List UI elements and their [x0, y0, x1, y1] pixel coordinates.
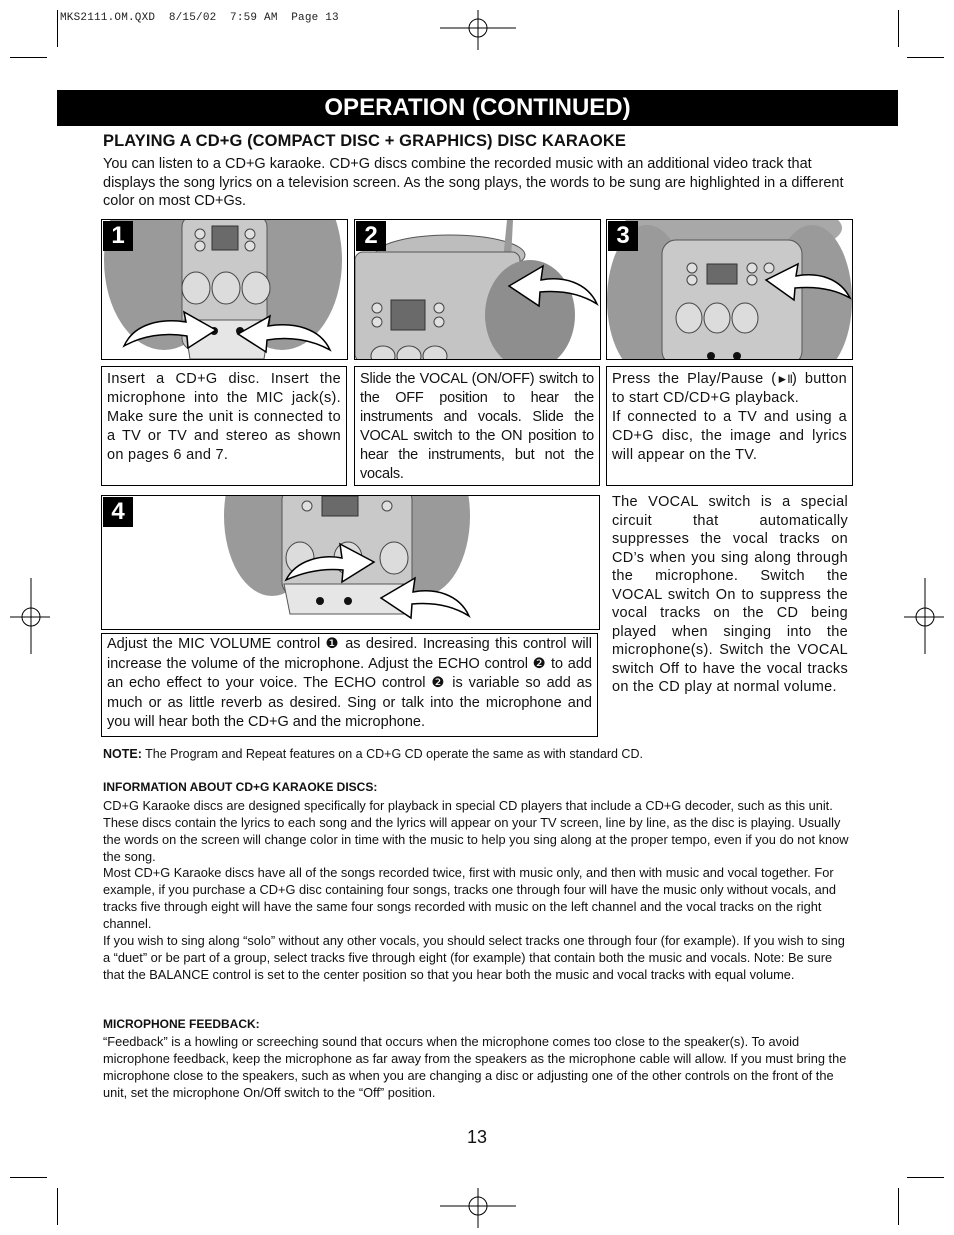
crop-mark — [57, 10, 58, 47]
crop-mark — [10, 1177, 47, 1178]
play-pause-icon: ►II — [776, 372, 792, 386]
note-text: The Program and Repeat features on a CD+G CD operate the same as with standard CD. — [141, 747, 643, 761]
info-heading: INFORMATION ABOUT CD+G KARAOKE DISCS: — [103, 780, 378, 794]
page-banner-title: OPERATION (CONTINUED) — [57, 90, 898, 126]
crop-mark — [10, 57, 47, 58]
registration-mark-icon — [10, 578, 50, 654]
step-4-illustration — [101, 495, 600, 630]
crop-mark — [907, 1177, 944, 1178]
info-paragraph: Most CD+G Karaoke discs have all of the songs recorded twice, first with music only, and then with music and vocal together. For example, if you purchase a CD+G disc containing four songs, tracks one through four will have the music only without vocals, and tracks five through eight will have the same four songs recorded with music on the left channel and the vocal tracks on the right channel. — [103, 865, 837, 931]
step-4-instructions: Adjust the MIC VOLUME control ❶ as desired. Increasing this control will increase the volume of the microphone. Adjust the ECHO control ❷ to add an echo effect to your voice. The ECHO control ❷ is variable so add as much or as little reverb as desired. Sing or talk into the microphone and you will hear both the CD+G and the microphone. — [107, 636, 592, 731]
info-paragraph: If you wish to sing along “solo” without any other vocals, you should select tracks one through four (for example). If you wish to sing a “duet” or be part of a group, select tracks five through eight (for example) that contain both the music and vocals. Note: Be sure that the BALANCE control is set to the center position so that you hear both the music and vocal tracks with equal volume. — [103, 933, 845, 982]
step-number: 4 — [103, 497, 133, 527]
step-2-illustration — [354, 219, 601, 360]
step-1-illustration — [101, 219, 348, 360]
crop-mark — [907, 57, 944, 58]
feedback-heading: MICROPHONE FEEDBACK: — [103, 1017, 260, 1031]
step-3-text — [606, 366, 853, 486]
note — [103, 747, 643, 761]
crop-mark — [898, 1188, 899, 1225]
vocal-switch-note: The VOCAL switch is a special circuit that automatically suppresses the vocal tracks on CD’s when you sing along through the microphone. Switch the VOCAL switch On to suppress the vocal tracks on the CD being played when singing into the microphone(s). Switch the VOCAL switch Off to have the vocal tracks on the CD play at normal volume. — [612, 494, 848, 695]
intro-paragraph: You can listen to a CD+G karaoke. CD+G discs combine the recorded music with an additional video track that displays the song lyrics on a television screen. As the song plays, the words to be sung are highlighted in a different color on most CD+Gs. — [103, 156, 844, 209]
print-slug: MKS2111.OM.QXD 8/15/02 7:59 AM Page 13 — [60, 12, 339, 24]
arrow-icon — [234, 306, 334, 356]
arrow-icon — [377, 572, 472, 622]
arrow-icon — [505, 260, 600, 310]
registration-mark-icon — [440, 1188, 516, 1228]
registration-mark-icon — [440, 10, 516, 50]
step-2-instructions: Slide the VOCAL (ON/OFF) switch to the OFF position to hear the instruments and vocals. Slide the VOCAL switch to the ON position to hear the instruments, but not the vocals. — [360, 371, 594, 482]
step-1-instructions: Insert a CD+G disc. Insert the microphone into the MIC jack(s). Make sure the unit is connected to a TV or TV and stereo as shown on pages 6 and 7. — [107, 371, 341, 463]
crop-mark — [898, 10, 899, 47]
section-title: PLAYING A CD+G (COMPACT DISC + GRAPHICS) DISC KARAOKE — [103, 132, 626, 150]
step-number: 1 — [103, 221, 133, 251]
arrow-icon — [120, 302, 220, 352]
arrow-icon — [762, 256, 852, 306]
step-3-illustration — [606, 219, 853, 360]
step-2-text — [354, 366, 600, 486]
registration-mark-icon — [904, 578, 944, 654]
feedback-paragraph: “Feedback” is a howling or screeching sound that occurs when the microphone comes too close to the speaker(s). To avoid microphone feedback, keep the microphone as far away from the speakers as the microphone cable will allow. If you must bring the microphone close to the speakers, such as when you are changing a disc or adjusting one of the other controls on the front of the unit, set the microphone On/Off switch to the “Off” position. — [103, 1034, 847, 1100]
page-number: 13 — [466, 1127, 488, 1147]
step-3-instructions-c: If connected to a TV and using a CD+G disc, the image and lyrics will appear on the TV. — [612, 409, 847, 463]
arrow-icon — [282, 540, 377, 586]
step-1-text — [101, 366, 347, 486]
note-label: NOTE: — [103, 747, 142, 761]
step-number: 3 — [608, 221, 638, 251]
step-3-instructions-a: Press the Play/Pause ( — [612, 371, 777, 387]
crop-mark — [57, 1188, 58, 1225]
step-3-instructions-b: ) button to start CD/CD+G playback. — [612, 371, 847, 406]
info-paragraph: CD+G Karaoke discs are designed specifically for playback in special CD players that include a CD+G decoder, such as this unit. These discs contain the lyrics to each song and the lyrics will appear on your TV screen, line by line, as the disc is playing. Usually the words on the screen will change color in time with the music to help you sing along at the proper tempo, even if you do not know the song. — [103, 798, 849, 864]
step-number: 2 — [356, 221, 386, 251]
step-4-text — [101, 633, 598, 737]
